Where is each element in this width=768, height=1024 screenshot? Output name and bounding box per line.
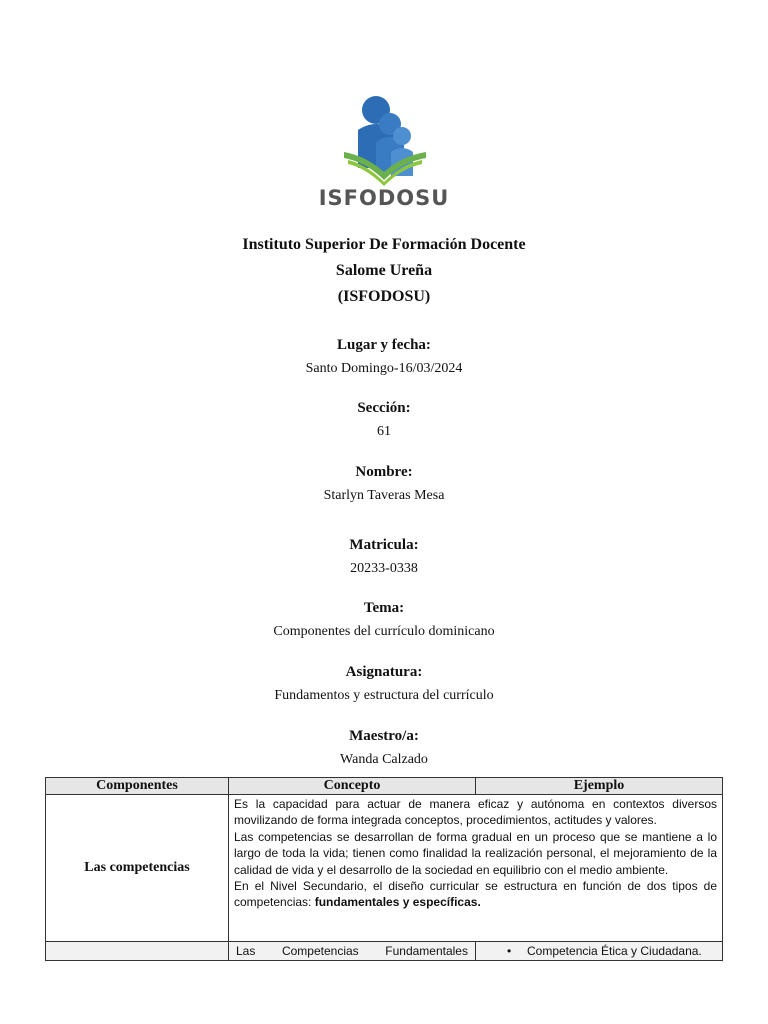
field-value: Santo Domingo-16/03/2024 <box>305 361 463 376</box>
table-header-row <box>46 778 723 795</box>
field-lugar-fecha <box>0 337 768 377</box>
example-cell <box>476 942 723 961</box>
table-row <box>46 795 723 942</box>
example-text: Competencia Ética y Ciudadana. <box>527 944 702 958</box>
field-value: Componentes del currículo dominicano <box>273 624 495 639</box>
people-book-icon <box>314 90 454 190</box>
institution-line-1: Instituto Superior De Formación Docente <box>242 236 526 253</box>
concept-paragraph-3-text: En el Nivel Secundario, el diseño curricular se estructura en función de dos tipos de competencias: <box>234 879 717 910</box>
concept-paragraph-3 <box>234 878 717 911</box>
logo-text: ISFODOSU <box>318 186 450 210</box>
concept-text <box>229 795 723 942</box>
field-value: Wanda Calzado <box>340 752 428 767</box>
table-row <box>46 942 723 961</box>
bullet-icon: • <box>507 944 512 958</box>
field-nombre <box>0 464 768 504</box>
concept-word-1: Las <box>236 944 256 958</box>
field-label: Maestro/a: <box>349 728 419 744</box>
header-concepto: Concepto <box>229 778 476 795</box>
field-value: Fundamentos y estructura del currículo <box>274 688 494 703</box>
institution-header <box>0 232 768 310</box>
concept-word-2: Competencias <box>281 944 359 958</box>
field-value: 61 <box>377 424 391 439</box>
concept-paragraph-1: Es la capacidad para actuar de manera eficaz y autónoma en contextos diversos movilizando de forma integrada conceptos, procedimientos, actitudes y valores. <box>234 797 717 828</box>
institution-line-3: (ISFODOSU) <box>337 288 431 305</box>
field-matricula <box>0 537 768 577</box>
empty-cell <box>46 942 229 961</box>
concept-word-3: Fundamentales <box>385 944 468 958</box>
header-componentes: Componentes <box>46 778 229 795</box>
field-maestro <box>0 728 768 768</box>
field-label: Lugar y fecha: <box>337 337 431 353</box>
field-seccion <box>0 400 768 440</box>
field-label: Tema: <box>363 600 405 616</box>
field-label: Asignatura: <box>345 664 423 680</box>
isfodosu-logo <box>314 90 454 214</box>
field-asignatura <box>0 664 768 704</box>
header-ejemplo: Ejemplo <box>476 778 723 795</box>
concept-paragraph-2: Las competencias se desarrollan de forma gradual en un proceso que se mantiene a lo largo de toda la vida; tienen como finalidad la realización personal, el mejoramiento de la calidad de vida y el desarrollo de la sociedad en equilibrio con el medio ambiente. <box>234 829 717 877</box>
field-label: Nombre: <box>355 464 413 480</box>
institution-line-2: Salome Ureña <box>335 262 433 279</box>
field-tema <box>0 600 768 640</box>
field-label: Sección: <box>357 400 411 416</box>
field-value: 20233-0338 <box>350 561 418 576</box>
concept-paragraph-3-bold: fundamentales y específicas. <box>314 895 481 910</box>
concept-partial-cell <box>229 942 476 961</box>
components-table <box>45 777 723 961</box>
field-value: Starlyn Taveras Mesa <box>323 488 445 503</box>
field-label: Matricula: <box>349 537 419 553</box>
component-name: Las competencias <box>46 795 229 942</box>
